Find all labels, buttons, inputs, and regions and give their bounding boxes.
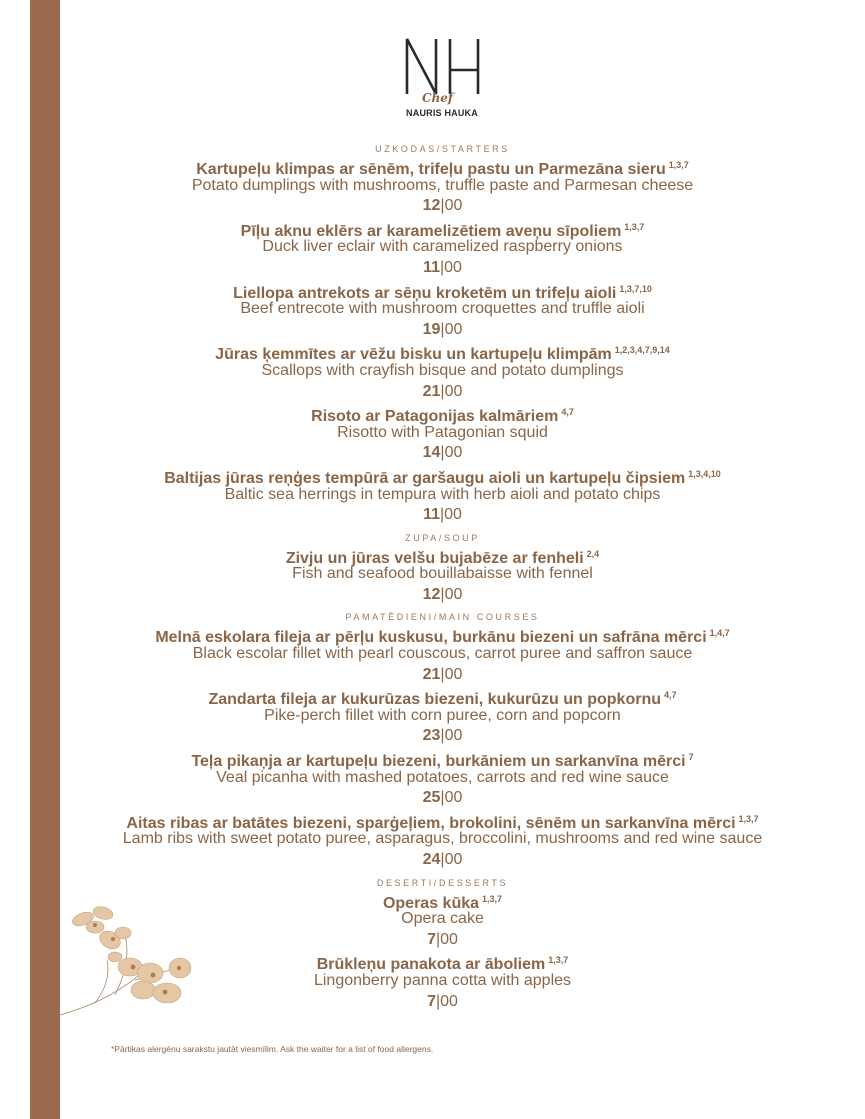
dish-name-text: Operas kūka	[382, 894, 480, 912]
price-euros: 7	[427, 930, 436, 948]
price-cents: 00	[444, 197, 463, 215]
dish-name	[60, 340, 825, 364]
dish-name-text: Baltijas jūras reņģes tempūrā ar garšaugu aioli un kartupeļu čipsiem	[164, 469, 686, 487]
section-title: ZUPA/SOUP	[405, 532, 480, 543]
dish-name-text: Risoto ar Patagonijas kalmāriem	[311, 408, 559, 426]
dish-name-text: Jūras ķemmītes ar vēžu bisku un kartupeļu klimpām	[215, 346, 612, 364]
nh-monogram-icon	[392, 30, 492, 100]
price-cents: 00	[440, 992, 458, 1010]
dish-price	[60, 850, 825, 871]
dish-price	[60, 443, 825, 464]
allergen-codes: 2,4	[586, 548, 600, 559]
dish-english-description: Pike-perch fillet with corn puree, corn and popcorn	[264, 706, 621, 724]
price-separator: |	[440, 320, 445, 338]
dish-english-description: Fish and seafood bouillabaisse with fennel	[292, 565, 593, 583]
price-cents: 00	[444, 585, 463, 603]
dish-name-text: Pīļu aknu eklērs ar karamelizētiem aveņu sīpoliem	[240, 222, 622, 240]
chef-name: NAURIS HAUKA	[406, 108, 478, 118]
price-separator: |	[435, 992, 441, 1010]
dish-price	[60, 788, 825, 809]
dish-name	[60, 623, 825, 647]
price-euros: 25	[422, 789, 441, 807]
price-cents: 00	[444, 506, 462, 524]
allergen-codes: 1,3,7,10	[619, 283, 652, 294]
dish-name-text: Liellopa antrekots ar sēņu kroketēm un trifeļu aioli	[233, 284, 617, 302]
dish-english-description: Black escolar fillet with pearl couscous, carrot puree and saffron sauce	[192, 645, 693, 663]
price-separator: |	[440, 585, 445, 603]
dish-price	[60, 196, 825, 217]
allergen-footnote: *Pārtikas alergēnu sarakstu jautāt viesmīlim. Ask the waiter for a list of food allergens.	[111, 1044, 434, 1054]
allergen-codes: 4,7	[664, 690, 677, 701]
dish-english-description: Beef entrecote with mushroom croquettes and truffle aioli	[240, 300, 645, 318]
chef-label: Chef	[422, 91, 454, 105]
price-separator: |	[439, 506, 445, 524]
dish-price	[60, 505, 825, 526]
price-separator: |	[440, 789, 445, 807]
allergen-codes: 1,4,7	[709, 628, 730, 639]
dish-english-description: Potato dumplings with mushrooms, truffle paste and Parmesan cheese	[191, 176, 694, 194]
dish-english-description: Scallops with crayfish bisque and potato dumplings	[261, 361, 624, 379]
price-separator: |	[440, 727, 445, 745]
dish-name	[60, 544, 825, 565]
price-euros: 12	[422, 585, 441, 603]
price-cents: 00	[444, 444, 463, 462]
allergen-codes: 1,3,7	[482, 893, 503, 904]
dish-name	[60, 464, 825, 485]
allergen-codes: 1,2,3,4,7,9,14	[614, 345, 670, 356]
allergen-codes: 1,3,7	[548, 955, 569, 966]
price-separator: |	[439, 258, 445, 276]
dish-english-description: Veal picanha with mashed potatoes, carrots and red wine sauce	[216, 768, 669, 786]
dish-name	[60, 279, 825, 300]
allergen-codes: 7	[688, 752, 694, 763]
price-separator: |	[440, 665, 445, 683]
price-euros: 21	[422, 665, 441, 683]
price-euros: 21	[422, 382, 441, 400]
price-separator: |	[440, 197, 445, 215]
dish-english-description: Duck liver eclair with caramelized raspberry onions	[262, 238, 623, 256]
dish-name	[60, 747, 825, 771]
allergen-codes: 4,7	[561, 407, 574, 418]
price-separator: |	[435, 930, 441, 948]
dish-price	[60, 585, 825, 606]
dish-price	[60, 665, 825, 686]
price-euros: 19	[422, 320, 441, 338]
price-euros: 14	[422, 444, 441, 462]
allergen-codes: 1,3,7	[738, 813, 759, 824]
dish-price	[60, 382, 825, 403]
price-euros: 23	[422, 727, 441, 745]
dish-name-text: Brūkleņu panakota ar āboliem	[316, 956, 546, 974]
price-cents: 00	[444, 258, 462, 276]
section-title: DESERTI/DESSERTS	[376, 877, 509, 888]
section-title: UZKODAS/STARTERS	[375, 144, 510, 154]
dish-english-description: Opera cake	[401, 910, 484, 928]
allergen-codes: 1,3,7	[668, 160, 689, 170]
logo	[392, 30, 492, 125]
dish-name	[60, 217, 825, 238]
dish-english-description: Risotto with Patagonian squid	[337, 423, 548, 441]
dish-english-description: Lingonberry panna cotta with apples	[313, 971, 572, 989]
dish-name-text: Melnā eskolara fileja ar pērļu kuskusu, burkānu biezeni un safrāna mērci	[155, 629, 707, 647]
price-separator: |	[440, 444, 445, 462]
dish-english-description: Lamb ribs with sweet potato puree, asparagus, broccolini, mushrooms and red wine sauce	[122, 830, 763, 848]
price-separator: |	[440, 851, 445, 868]
dish-name	[60, 402, 825, 426]
price-euros: 24	[422, 851, 441, 868]
dish-price	[60, 320, 825, 341]
dish-name	[60, 809, 825, 830]
price-cents: 00	[444, 727, 463, 745]
price-cents: 00	[444, 320, 463, 338]
dish-english-description: Baltic sea herrings in tempura with herb aioli and potato chips	[224, 485, 661, 503]
dried-flowers-icon	[55, 895, 215, 1035]
price-cents: 00	[444, 665, 463, 683]
price-cents: 00	[444, 851, 463, 868]
allergen-codes: 1,3,7	[624, 221, 645, 232]
price-euros: 11	[423, 258, 440, 276]
dish-name	[60, 685, 825, 709]
price-euros: 12	[422, 197, 441, 215]
dish-name-text: Aitas ribas ar batātes biezeni, sparģeļiem, brokolini, sēnēm un sarkanvīna mērci	[126, 814, 736, 832]
price-separator: |	[440, 382, 445, 400]
price-cents: 00	[440, 930, 458, 948]
price-cents: 00	[444, 382, 463, 400]
dish-price	[60, 726, 825, 747]
allergen-codes: 1,3,4,10	[688, 468, 721, 479]
price-euros: 11	[423, 506, 440, 524]
dish-price	[60, 258, 825, 279]
section-title: PAMATĒDIENI/MAIN COURSES	[345, 612, 540, 623]
dish-name-text: Zandarta fileja ar kukurūzas biezeni, kukurūzu un popkornu	[208, 691, 661, 709]
price-cents: 00	[444, 789, 463, 807]
dish-name-text: Teļa pikaņja ar kartupeļu biezeni, burkāniem un sarkanvīna mērci	[191, 753, 686, 771]
dish-name-text: Zivju un jūras velšu bujabēze ar fenheli	[285, 549, 584, 567]
dish-name-text: Kartupeļu klimpas ar sēnēm, trifeļu pastu un Parmezāna sieru	[196, 161, 666, 178]
dish-name	[60, 155, 825, 176]
menu	[60, 143, 825, 1012]
price-euros: 7	[427, 992, 436, 1010]
